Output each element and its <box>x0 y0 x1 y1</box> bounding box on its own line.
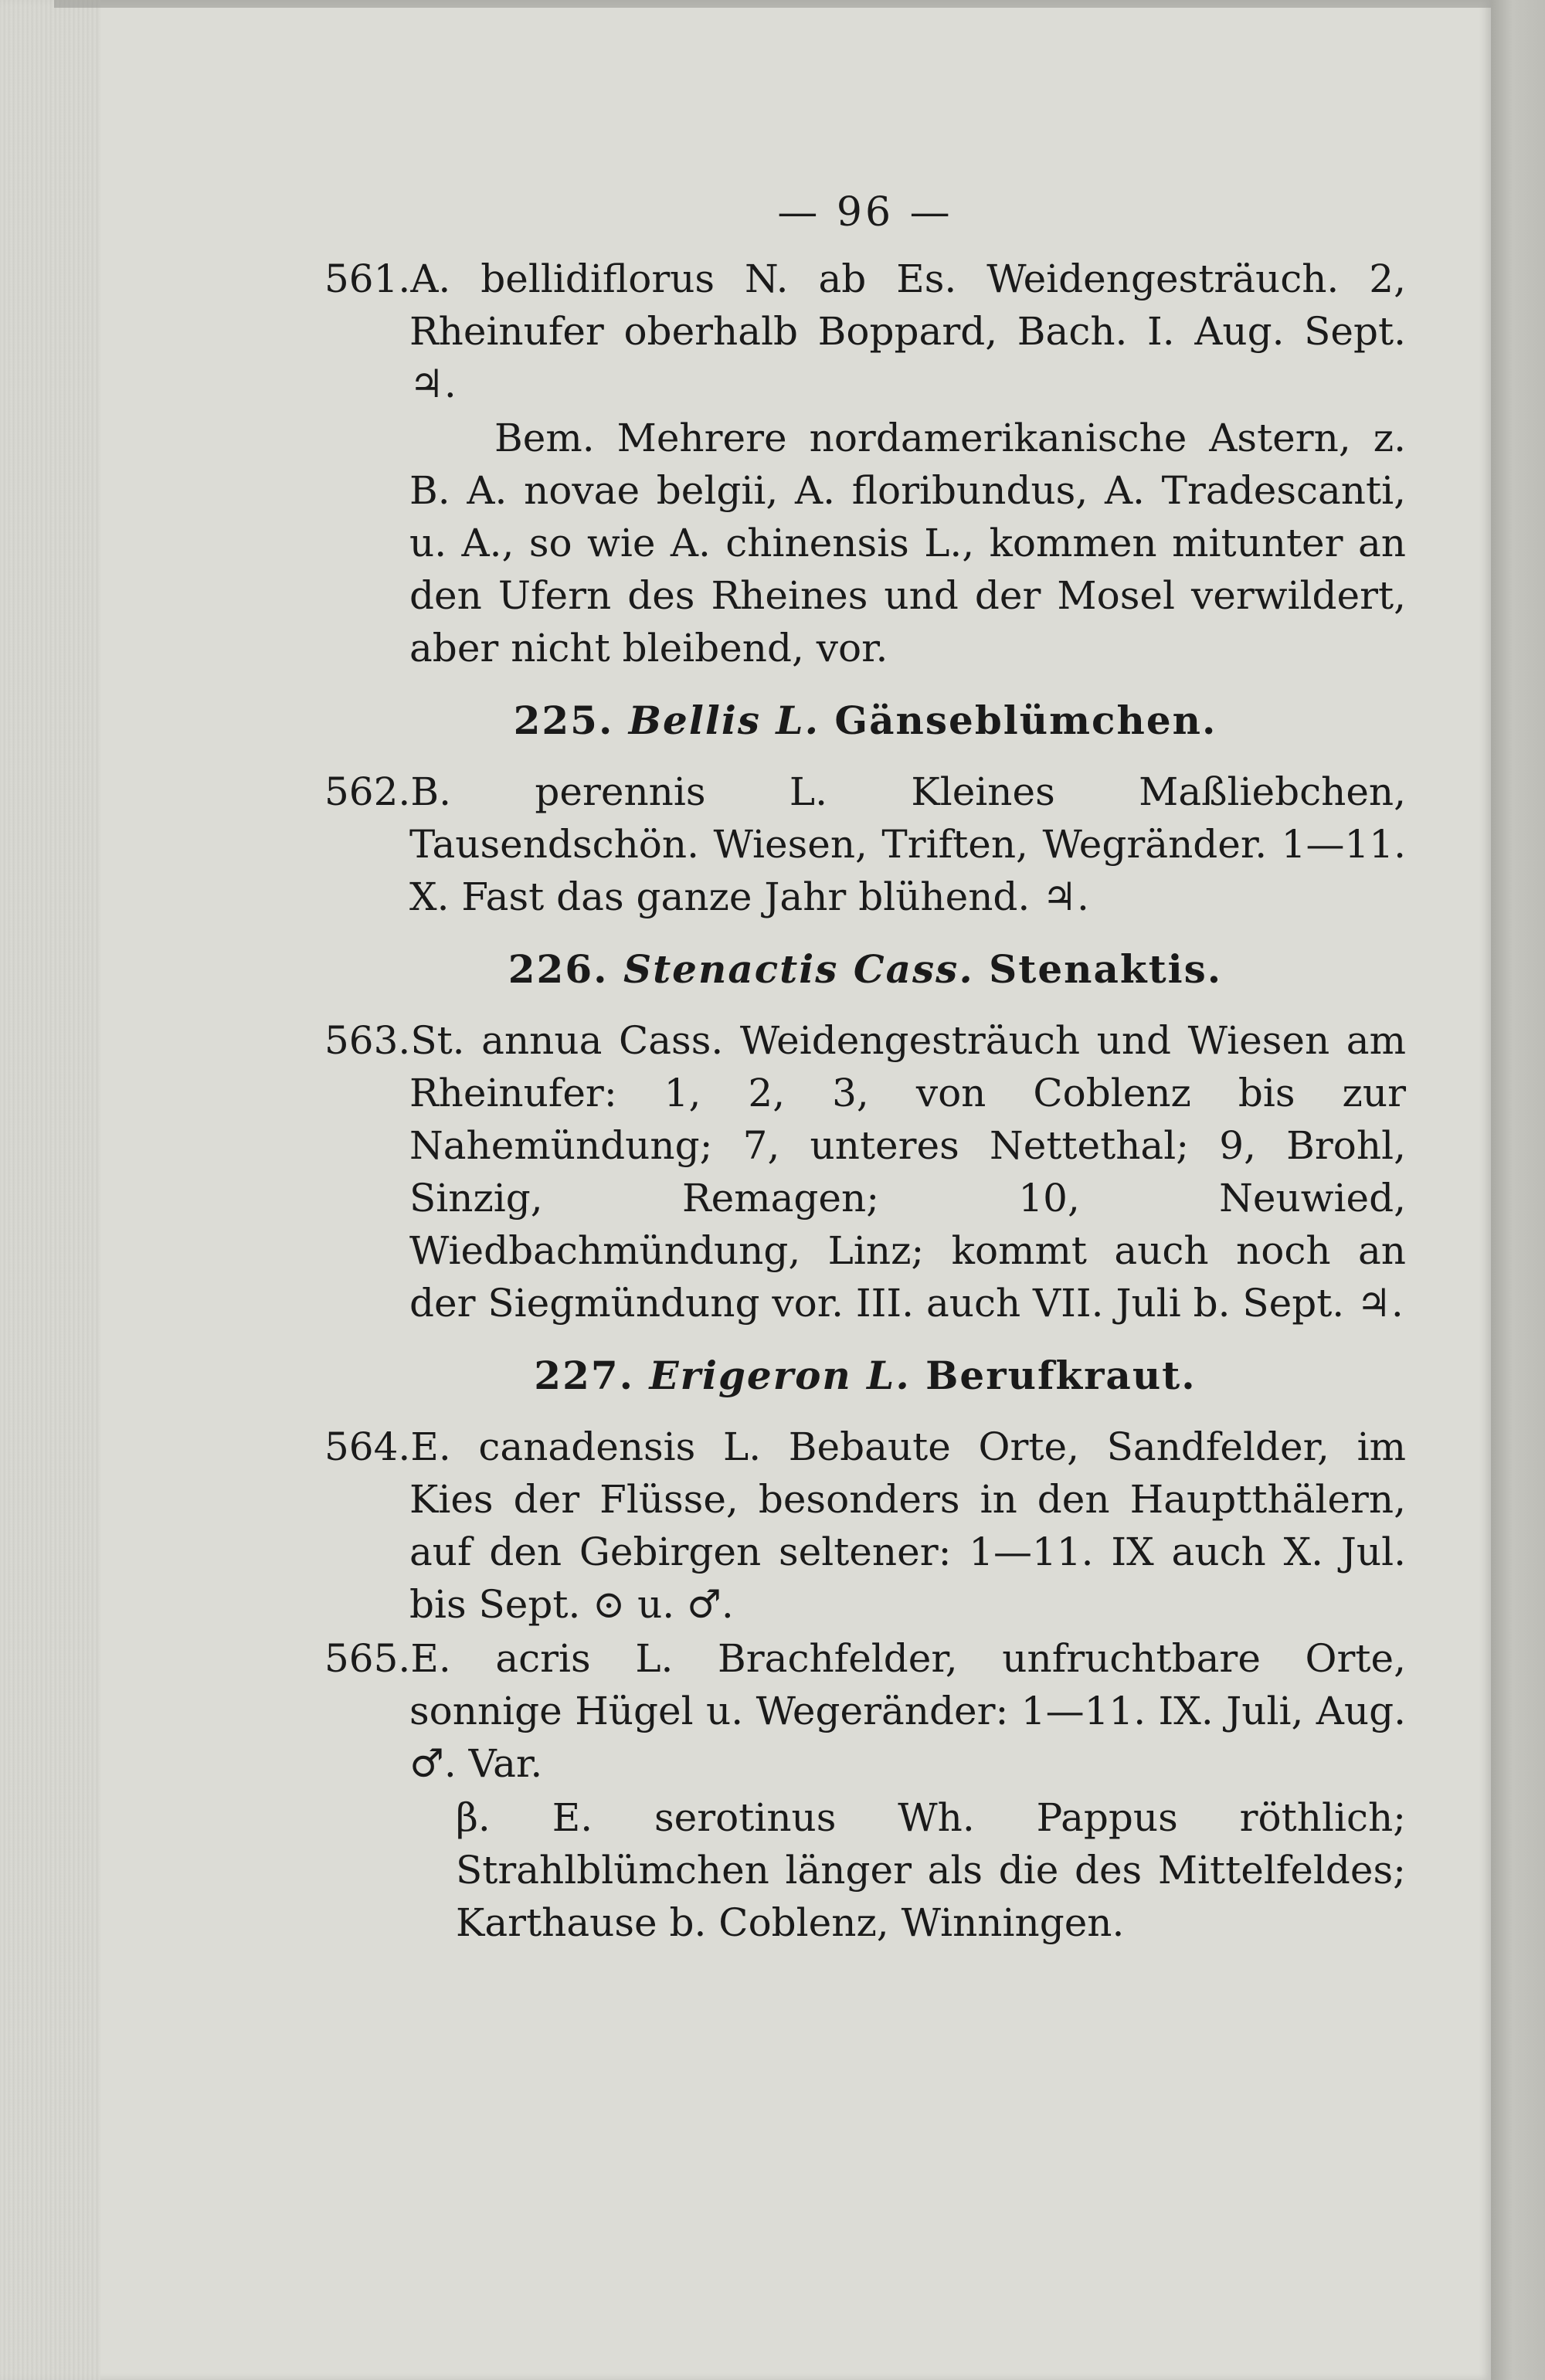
top-edge <box>54 0 1491 8</box>
genus-latin-name: Erigeron L. <box>649 1353 911 1398</box>
genus-latin-name: Bellis L. <box>628 698 820 743</box>
genus-number: 225. <box>513 698 614 743</box>
genus-number: 226. <box>508 946 609 992</box>
entry-565 <box>324 1632 1406 1790</box>
entry-564 <box>324 1421 1406 1631</box>
genus-heading-227 <box>324 1350 1406 1402</box>
entry-561 <box>324 253 1406 410</box>
entry-text: A. bellidiflorus N. ab Es. Weidengesträuch. 2, Rheinufer oberhalb Boppard, Bach. I. Aug. Sept. ♃. <box>409 256 1406 406</box>
page-fore-edge <box>1491 0 1545 2380</box>
genus-latin-name: Stenactis Cass. <box>623 946 974 992</box>
page-gutter <box>0 0 100 2380</box>
genus-common-name: Berufkraut. <box>925 1353 1197 1398</box>
page-content <box>324 189 1406 1949</box>
genus-number: 227. <box>534 1353 635 1398</box>
genus-heading-226 <box>324 943 1406 996</box>
genus-common-name: Stenaktis. <box>989 946 1223 992</box>
entry-text: E. canadensis L. Bebaute Orte, Sandfelder, im Kies der Flüsse, besonders in den Hauptthälern, auf den Gebirgen seltener: 1—11. IX auch X. Jul. bis Sept. ⊙ u. ♂. <box>409 1424 1406 1627</box>
variety-565-beta: β. E. serotinus Wh. Pappus röthlich; Strahlblümchen länger als die des Mittelfeldes; Karthause b. Coblenz, Winningen. <box>456 1795 1406 1945</box>
genus-common-name: Gänseblümchen. <box>834 698 1217 743</box>
entry-text: E. acris L. Brachfelder, unfruchtbare Orte, sonnige Hügel u. Wegeränder: 1—11. IX. Juli, Aug. ♂. Var. <box>409 1636 1406 1786</box>
entry-562 <box>324 766 1406 923</box>
entry-number: 564. <box>324 1424 411 1469</box>
note-561: Bem. Mehrere nordamerikanische Astern, z. B. A. novae belgii, A. floribundus, A. Tradescanti, u. A., so wie A. chinensis L., kommen mitunter an den Ufern des Rheines und der Mosel verwildert, aber nicht bleibend, vor. <box>409 416 1406 671</box>
page-number: — 96 — <box>777 189 953 236</box>
entry-number: 561. <box>324 256 411 301</box>
entry-text: St. annua Cass. Weidengesträuch und Wiesen am Rheinufer: 1, 2, 3, von Coblenz bis zur Nahemündung; 7, unteres Nettethal; 9, Brohl, Sinzig, Remagen; 10, Neuwied, Wiedbachmündung, Linz; kommt auch noch an der Siegmündung vor. III. auch VII. Juli b. Sept. ♃. <box>409 1018 1406 1326</box>
genus-heading-225 <box>324 694 1406 747</box>
entry-number: 562. <box>324 769 411 814</box>
entry-text: B. perennis L. Kleines Maßliebchen, Tausendschön. Wiesen, Triften, Wegränder. 1—11. X. Fast das ganze Jahr blühend. ♃. <box>409 769 1406 919</box>
entry-number: 565. <box>324 1636 411 1681</box>
entry-number: 563. <box>324 1018 411 1063</box>
entry-563 <box>324 1014 1406 1329</box>
